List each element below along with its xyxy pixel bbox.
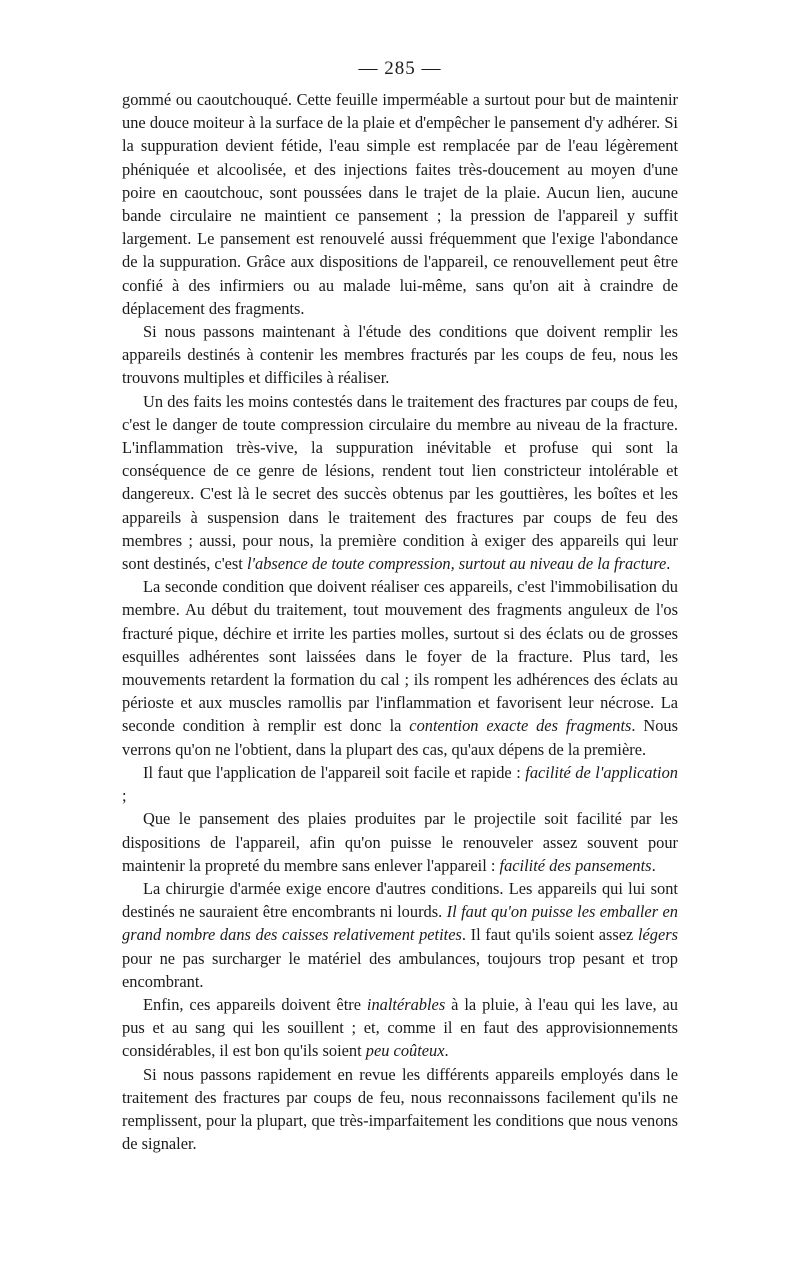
paragraph bbox=[122, 390, 678, 576]
italic-run: Il faut qu'on puisse les emballer en grand nombre dans des caisses relativement petites bbox=[122, 902, 678, 945]
paragraph bbox=[122, 761, 678, 807]
italic-run: légers bbox=[637, 925, 678, 945]
text-run: . Il faut qu'ils soient assez bbox=[461, 925, 638, 945]
paragraph bbox=[122, 877, 678, 993]
text-run: . bbox=[651, 855, 656, 875]
text-run: Que le pansement des plaies produites par le projectile soit facilité par les dispositions de l'appareil, afin qu'on puisse le renouveler assez souvent pour maintenir la propreté du membre sans enlever l'appareil : bbox=[122, 809, 678, 875]
text-run: pour ne pas surcharger le matériel des ambulances, toujours trop pesant et trop encombrant. bbox=[122, 948, 678, 991]
italic-run: facilité de l'application bbox=[525, 762, 678, 782]
text-run: La chirurgie d'armée exige encore d'autres conditions. Les appareils qui lui sont destinés ne sauraient être encombrants ni lourds. bbox=[122, 878, 678, 922]
text-run: Enfin, ces appareils doivent être bbox=[143, 994, 367, 1014]
text-run: Il faut que l'application de l'appareil soit facile et rapide : bbox=[143, 762, 526, 782]
paragraph bbox=[122, 320, 678, 390]
text-run: . Nous verrons qu'on ne l'obtient, dans la plupart des cas, qu'aux dépens de la première. bbox=[122, 716, 678, 759]
text-run: à la pluie, à l'eau qui les lave, au pus et au sang qui les souillent ; et, comme il en faut des approvisionnements considérables, il est bon qu'ils soient bbox=[122, 994, 678, 1061]
text-run: . bbox=[444, 1041, 449, 1061]
page-number: — 285 — bbox=[358, 58, 442, 79]
text-run: Un des faits les moins contestés dans le traitement des fractures par coups de feu, c'est le danger de toute compression circulaire du membre au niveau de la fracture. L'inflammation très-vive, la suppuration inévitable et profuse qui sont la conséquence de ce genre de lésions, rendent tout lien constricteur intolérable et dangereux. C'est là le secret des succès obtenus par les gouttières, les boîtes et les appareils à suspension dans le traitement des fractures par coups de feu des membres ; aussi, pour nous, la première condition à exiger des appareils qui leur sont destinés, c'est bbox=[122, 391, 678, 574]
italic-run: facilité des pansements bbox=[499, 855, 652, 875]
paragraph bbox=[122, 807, 678, 877]
italic-run: contention exacte des fragments bbox=[409, 716, 632, 736]
paragraph bbox=[122, 1063, 678, 1156]
paragraph bbox=[122, 88, 678, 320]
text-run: ; bbox=[122, 786, 127, 806]
text-run: Si nous passons rapidement en revue les différents appareils employés dans le traitement des fractures par coups de feu, nous reconnaissons facilement qu'ils ne remplissent, pour la plupart, que très-imparfaitement les conditions que nous venons de signaler. bbox=[122, 1064, 678, 1154]
italic-run: inaltérables bbox=[366, 994, 446, 1014]
text-run: gommé ou caoutchouqué. Cette feuille imperméable a surtout pour but de maintenir une douce moiteur à la surface de la plaie et d'empêcher le pansement d'y adhérer. Si la suppuration devient fétide, l'eau simple est remplacée par de l'eau légèrement phéniquée et alcoolisée, et des injections faites très-doucement au moyen d'une poire en caoutchouc, sont poussées dans le trajet de la plaie. Aucun lien, aucune bande circulaire ne maintient ce pansement ; la pression de l'appareil y suffit largement. Le pansement est renouvelé aussi fréquemment que l'exige l'abondance de la suppuration. Grâce aux dispositions de l'appareil, ce renouvellement peut être confié à des infirmiers ou au malade lui-même, sans qu'on ait à craindre de déplacement des fragments. bbox=[122, 90, 678, 318]
text-run: . bbox=[666, 554, 671, 574]
italic-run: peu coûteux bbox=[365, 1041, 445, 1061]
italic-run: l'absence de toute compression, surtout au niveau de la fracture bbox=[246, 554, 667, 574]
text-run: La seconde condition que doivent réaliser ces appareils, c'est l'immobilisation du membre. Au début du traitement, tout mouvement des fragments anguleux de l'os fracturé pique, déchire et irrite les parties molles, surtout si des éclats ou de grosses esquilles adhérentes sont laissées dans le foyer de la fracture. Plus tard, les mouvements retardent la formation du cal ; ils rompent les adhérences des éclats au périoste et aux muscles ramollis par l'inflammation et favorisent leur nécrose. La seconde condition à remplir est donc la bbox=[122, 577, 678, 736]
body-text bbox=[122, 88, 678, 1155]
paragraph bbox=[122, 575, 678, 761]
paragraph bbox=[122, 993, 678, 1063]
text-run: Si nous passons maintenant à l'étude des conditions que doivent remplir les appareils destinés à contenir les membres fracturés par les coups de feu, nous les trouvons multiples et difficiles à réaliser. bbox=[122, 322, 678, 388]
